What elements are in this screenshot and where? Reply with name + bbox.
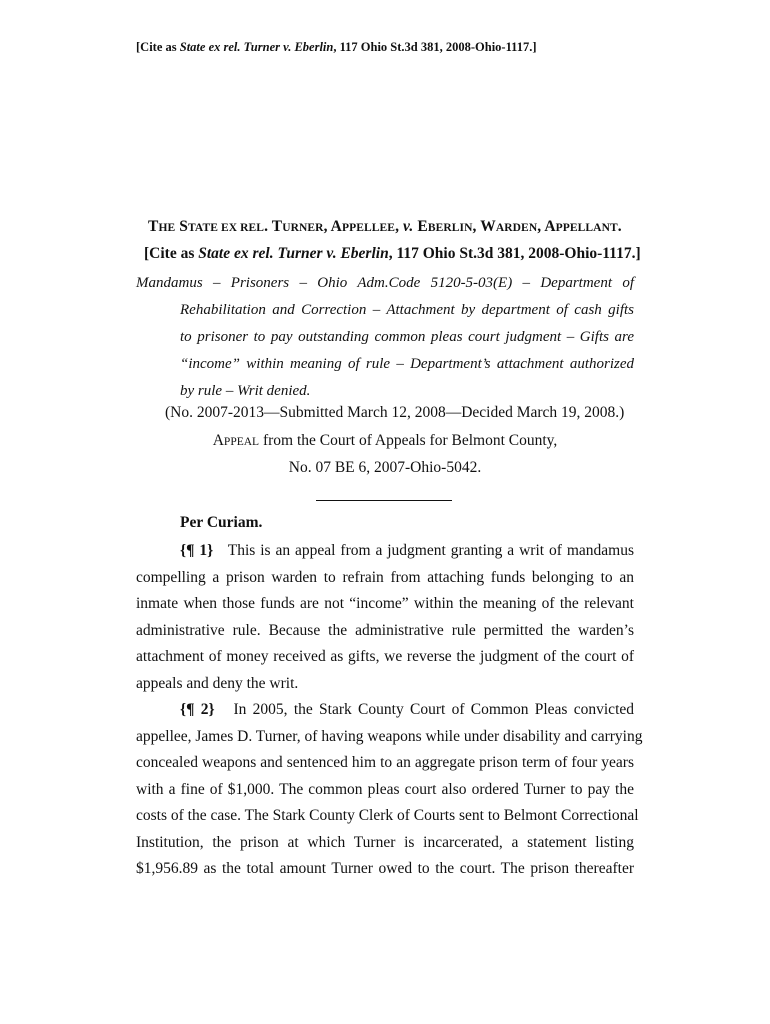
paragraph-line: attachment of money received as gifts, we reverse the judgment of the court of: [136, 648, 634, 665]
syllabus-line: to prisoner to pay outstanding common pleas court judgment – Gifts are: [180, 329, 634, 345]
paragraph-line: [136, 538, 634, 565]
paragraph-2: [136, 697, 643, 883]
caption-part: HE: [158, 222, 176, 234]
paragraph-line: Institution, the prison at which Turner is incarcerated, a statement listing: [136, 833, 634, 851]
caption-part: , A: [323, 218, 342, 235]
paragraph-line-text: In 2005, the Stark County Court of Common Pleas convicted: [233, 701, 635, 718]
docket-line: (No. 2007-2013—Submitted March 12, 2008—Decided March 19, 2008.): [165, 404, 625, 421]
caption-cite-suffix: , 117 Ohio St.3d 381, 2008-Ohio-1117.]: [388, 245, 641, 262]
header-cite-suffix: , 117 Ohio St.3d 381, 2008-Ohio-1117.]: [333, 40, 537, 54]
caption-part: . T: [264, 218, 283, 235]
caption-case-name: State ex rel. Turner v. Eberlin: [198, 245, 389, 262]
caption-part: ARDEN: [495, 222, 538, 234]
caption-part: PPELLEE: [341, 222, 396, 234]
appeal-first-letter: A: [212, 432, 224, 449]
header-citation: [136, 40, 537, 55]
caption-part: URNER: [282, 222, 324, 234]
paragraph-line: [136, 697, 634, 724]
paragraph-line: appeals and deny the writ.: [136, 674, 299, 692]
syllabus-line: Mandamus – Prisoners – Ohio Adm.Code 5120-5-03(E) – Department of: [136, 275, 634, 291]
paragraph-number: {¶ 2}: [180, 701, 215, 718]
caption-part: TATE EX REL: [187, 222, 265, 234]
paragraph-line: concealed weapons and sentenced him to an aggregate prison term of four years: [136, 754, 634, 771]
header-case-name: State ex rel. Turner v. Eberlin: [179, 40, 334, 54]
caption-citation: [144, 245, 641, 263]
paragraph-number: {¶ 1}: [180, 542, 214, 559]
header-cite-prefix: [Cite as: [136, 40, 180, 54]
syllabus-line: “income” within meaning of rule – Department’s attachment authorized: [180, 356, 634, 372]
appeal-line: [0, 432, 770, 450]
appeal-rest: from the Court of Appeals for Belmont County,: [259, 432, 558, 449]
caption-part: ,: [395, 218, 404, 235]
caption-part: PPELLANT: [555, 222, 618, 234]
paragraph-line: $1,956.89 as the total amount Turner owed to the court. The prison thereafter: [136, 860, 634, 877]
paragraph-line: appellee, James D. Turner, of having weapons while under disability and carrying: [136, 727, 643, 745]
lower-court-case-number: No. 07 BE 6, 2007-Ohio-5042.: [288, 459, 482, 476]
caption-part: BERLIN: [427, 222, 473, 234]
syllabus-line: by rule – Writ denied.: [180, 383, 311, 399]
paragraph-line-text: This is an appeal from a judgment granting a writ of mandamus: [227, 542, 634, 559]
syllabus-line: Rehabilitation and Correction – Attachment by department of cash gifts: [180, 302, 634, 318]
paragraph-line: administrative rule. Because the administrative rule permitted the warden’s: [136, 621, 634, 639]
paragraph-line: costs of the case. The Stark County Clerk of Courts sent to Belmont Correctional: [136, 807, 639, 824]
paragraph-line: compelling a prison warden to refrain from attaching funds belonging to an: [136, 568, 634, 586]
caption-cite-prefix: [Cite as: [144, 245, 199, 262]
per-curiam-heading: Per Curiam.: [180, 514, 263, 531]
caption-part: v.: [403, 218, 414, 235]
paragraph-line: with a fine of $1,000. The common pleas court also ordered Turner to pay the: [136, 780, 634, 798]
syllabus: [136, 270, 634, 405]
paragraph-1: [136, 538, 634, 697]
paragraph-line: inmate when those funds are not “income” within the meaning of the relevant: [136, 595, 634, 612]
caption-part: S: [175, 218, 188, 235]
caption-part: T: [148, 218, 159, 235]
section-divider: [316, 500, 452, 501]
caption-part: , A: [537, 218, 556, 235]
appeal-small-caps: PPEAL: [223, 436, 260, 448]
caption-part: , W: [472, 218, 496, 235]
caption-part: E: [413, 218, 428, 235]
case-caption: [148, 218, 622, 236]
caption-part: .: [617, 218, 622, 235]
